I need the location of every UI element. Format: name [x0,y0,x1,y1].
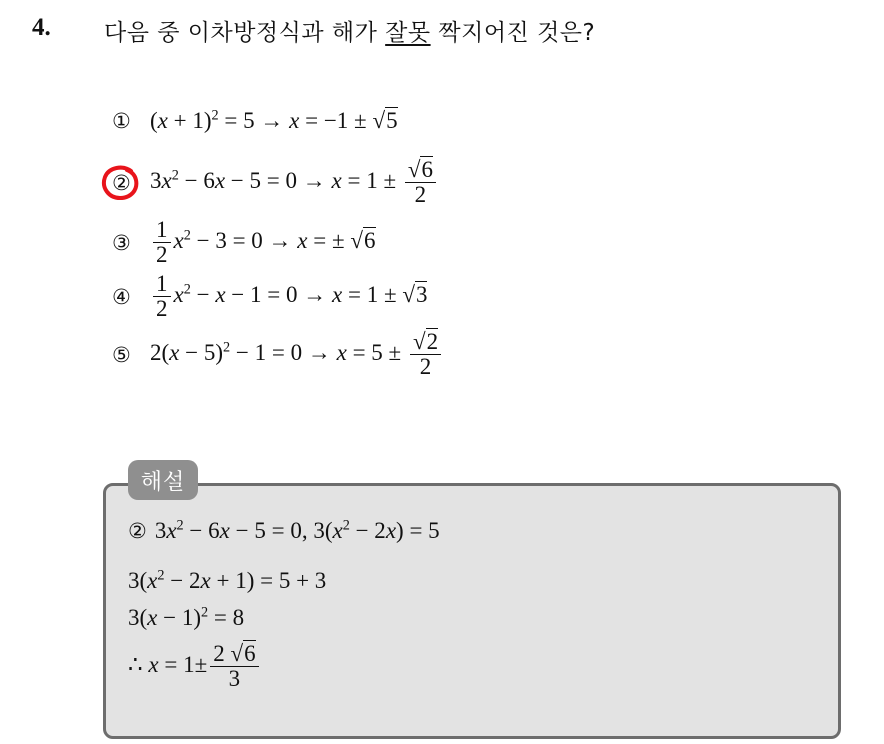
question-text [104,14,595,47]
question-number: 4. [32,14,51,41]
solution-line-1: ② $3x^2 - 6x - 5 = 0$, $3(x^2 - 2x) = 5$ [128,517,440,543]
choice-4 [112,272,427,321]
choice-expression: $3x^2 - 6x - 5 = 0 \to x = 1$ ± $\frac{√6}{2}$ [150,158,439,207]
choice-expression: $2(x - 5)^2 - 1 = 0 \to x = 5$ ± $\frac{√2}{2}$ [150,330,444,379]
choice-expression: $(x + 1)^2 = 5 \to x = -1 \pm √5$ [150,107,398,133]
solution-label: 해설 [128,460,198,500]
question-underlined-word: 잘못 [385,20,431,46]
question-text-part: 짝지어진 것은? [430,20,596,46]
choice-1 [112,108,398,134]
choice-3 [112,218,376,267]
choice-2 [112,158,439,207]
choice-number: ⑤ [112,342,131,367]
choice-expression: $\frac{1}{2}$ $x^2 - 3 = 0 \to x$ = ± √6 [150,218,376,267]
solution-line-2: $3(x^2 - 2x + 1) = 5 + 3$ [128,567,327,593]
question-text-part: 다음 중 이차방정식과 해가 [104,20,386,46]
solution-line-3: $3(x - 1)^2 = 8$ [128,604,245,630]
choice-number: ④ [112,284,131,309]
choice-number: ① [112,109,131,133]
choice-number: ② [112,170,131,195]
choice-expression: $\frac{1}{2}$ $x^2 - x - 1 = 0 \to x = 1 \pm √3$ [150,272,427,321]
solution-choice-number: ② [128,519,147,543]
solution-line-4: ∴ x = 1± $\frac{2 √6}{3}$ [128,642,262,691]
choice-number: ③ [112,230,131,255]
choice-5 [112,330,444,379]
